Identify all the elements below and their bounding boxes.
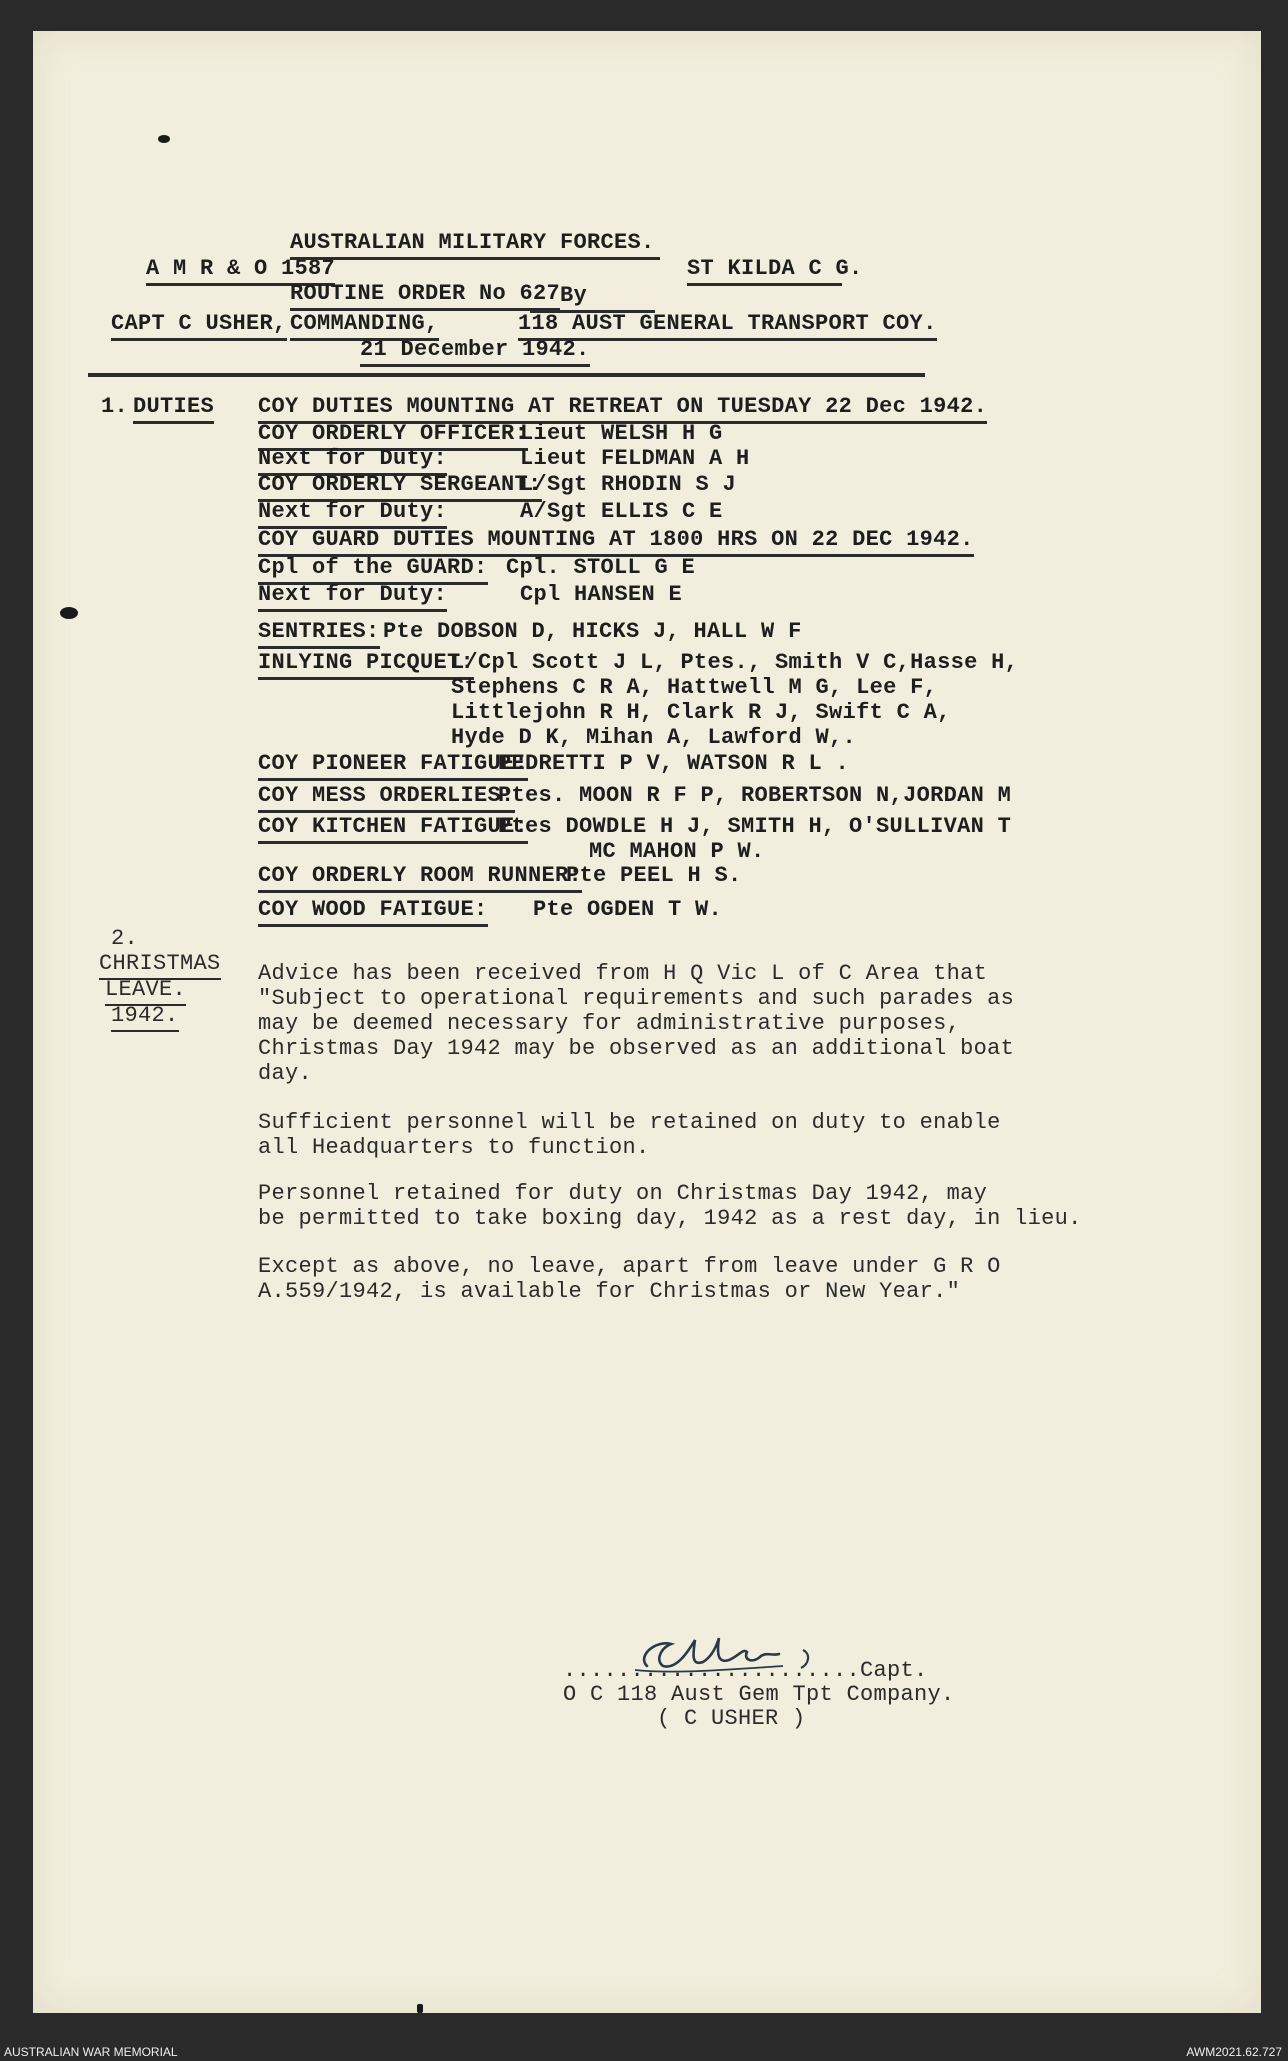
orderly-sergeant-label: COY ORDERLY SERGEANT: bbox=[258, 472, 542, 502]
kitchen-label: COY KITCHEN FATIGUE: bbox=[258, 814, 528, 844]
footer-id: AWM2021.62.727 bbox=[1186, 2045, 1282, 2059]
leave-heading-2: LEAVE. bbox=[105, 977, 186, 1006]
runner: Pte PEEL H S. bbox=[566, 863, 742, 888]
signoff-dots: ......................Capt. bbox=[563, 1658, 928, 1683]
header-capt: CAPT C USHER, bbox=[111, 311, 287, 341]
ink-mark bbox=[158, 135, 170, 143]
picquet-line-4: Hyde D K, Mihan A, Lawford W,. bbox=[451, 725, 857, 750]
duties-heading: DUTIES bbox=[133, 394, 214, 424]
orderly-officer: Lieut WELSH H G bbox=[520, 421, 723, 446]
header-date: 21 December 1942. bbox=[360, 337, 590, 367]
leave-p2-line: Sufficient personnel will be retained on duty to enable bbox=[258, 1110, 1001, 1135]
header-rule bbox=[88, 373, 925, 377]
leave-number: 2. bbox=[111, 926, 139, 951]
wood-label: COY WOOD FATIGUE: bbox=[258, 897, 488, 927]
leave-heading-1: CHRISTMAS bbox=[99, 951, 221, 980]
header-commanding: COMMANDING, bbox=[290, 311, 439, 341]
leave-p1-line: may be deemed necessary for administrative purposes, bbox=[258, 1011, 961, 1036]
cpl-guard: Cpl. STOLL G E bbox=[506, 555, 696, 580]
sentries-label: SENTRIES: bbox=[258, 619, 380, 649]
next-for-duty-2: A/Sgt ELLIS C E bbox=[520, 499, 723, 524]
leave-p4-line: Except as above, no leave, apart from leave under G R O bbox=[258, 1254, 1001, 1279]
signoff-line-2: O C 118 Aust Gem Tpt Company. bbox=[563, 1682, 955, 1707]
next-for-duty-1: Lieut FELDMAN A H bbox=[520, 446, 750, 471]
footer-credit: AUSTRALIAN WAR MEMORIAL bbox=[4, 2045, 178, 2059]
picquet-label: INLYING PICQUET: bbox=[258, 650, 474, 680]
next-for-duty-label-3: Next for Duty: bbox=[258, 582, 447, 612]
picquet-line-3: Littlejohn R H, Clark R J, Swift C A, bbox=[451, 700, 951, 725]
header-routine: ROUTINE ORDER No 627 bbox=[290, 281, 560, 311]
ink-mark bbox=[417, 2004, 423, 2013]
next-for-duty-3: Cpl HANSEN E bbox=[520, 582, 683, 607]
orderly-officer-label: COY ORDERLY OFFICER: bbox=[258, 421, 528, 451]
header-location: ST KILDA C G. bbox=[687, 256, 842, 286]
header-unit: 118 AUST GENERAL TRANSPORT COY. bbox=[518, 311, 937, 341]
duties-mounting: COY DUTIES MOUNTING AT RETREAT ON TUESDAY 22 Dec 1942. bbox=[258, 394, 987, 424]
next-for-duty-label-2: Next for Duty: bbox=[258, 499, 447, 529]
kitchen-line-1: Ptes DOWDLE H J, SMITH H, O'SULLIVAN T bbox=[498, 814, 1012, 839]
document-page bbox=[33, 31, 1261, 2013]
punch-hole-mark bbox=[60, 607, 78, 619]
leave-p4-line: A.559/1942, is available for Christmas or New Year." bbox=[258, 1279, 961, 1304]
leave-heading-3: 1942. bbox=[111, 1003, 179, 1032]
guard-mounting: COY GUARD DUTIES MOUNTING AT 1800 HRS ON 22 DEC 1942. bbox=[258, 527, 974, 557]
leave-p2-line: all Headquarters to function. bbox=[258, 1135, 650, 1160]
runner-label: COY ORDERLY ROOM RUNNER: bbox=[258, 863, 582, 893]
leave-p3-line: Personnel retained for duty on Christmas Day 1942, may bbox=[258, 1181, 988, 1206]
duties-number: 1. bbox=[101, 394, 129, 419]
pioneer: PEDRETTI P V, WATSON R L . bbox=[498, 751, 850, 776]
picquet-line-2: Stephens C R A, Hattwell M G, Lee F, bbox=[451, 675, 938, 700]
leave-p3-line: be permitted to take boxing day, 1942 as a rest day, in lieu. bbox=[258, 1206, 1082, 1231]
leave-p1-line: Christmas Day 1942 may be observed as an additional boat bbox=[258, 1036, 1015, 1061]
mess-label: COY MESS ORDERLIES: bbox=[258, 783, 515, 813]
sentries: Pte DOBSON D, HICKS J, HALL W F bbox=[383, 619, 802, 644]
kitchen-line-2: MC MAHON P W. bbox=[589, 839, 765, 864]
next-for-duty-label-1: Next for Duty: bbox=[258, 446, 447, 476]
cpl-guard-label: Cpl of the GUARD: bbox=[258, 555, 488, 585]
picquet-line-1: L/Cpl Scott J L, Ptes., Smith V C,Hasse H, bbox=[451, 650, 1019, 675]
pioneer-label: COY PIONEER FATIGUE: bbox=[258, 751, 528, 781]
signoff-line-3: ( C USHER ) bbox=[657, 1706, 806, 1731]
leave-p1-line: "Subject to operational requirements and such parades as bbox=[258, 986, 1015, 1011]
wood: Pte OGDEN T W. bbox=[533, 897, 723, 922]
orderly-sergeant: L/Sgt RHODIN S J bbox=[520, 472, 737, 497]
header-by: By bbox=[530, 283, 655, 313]
header-amr: A M R & O 1587 bbox=[146, 256, 335, 286]
leave-p1-line: Advice has been received from H Q Vic L of C Area that bbox=[258, 961, 988, 986]
leave-p1-line: day. bbox=[258, 1061, 313, 1086]
header-title: AUSTRALIAN MILITARY FORCES. bbox=[290, 230, 660, 260]
mess: Ptes. MOON R F P, ROBERTSON N,JORDAN M bbox=[498, 783, 1012, 808]
